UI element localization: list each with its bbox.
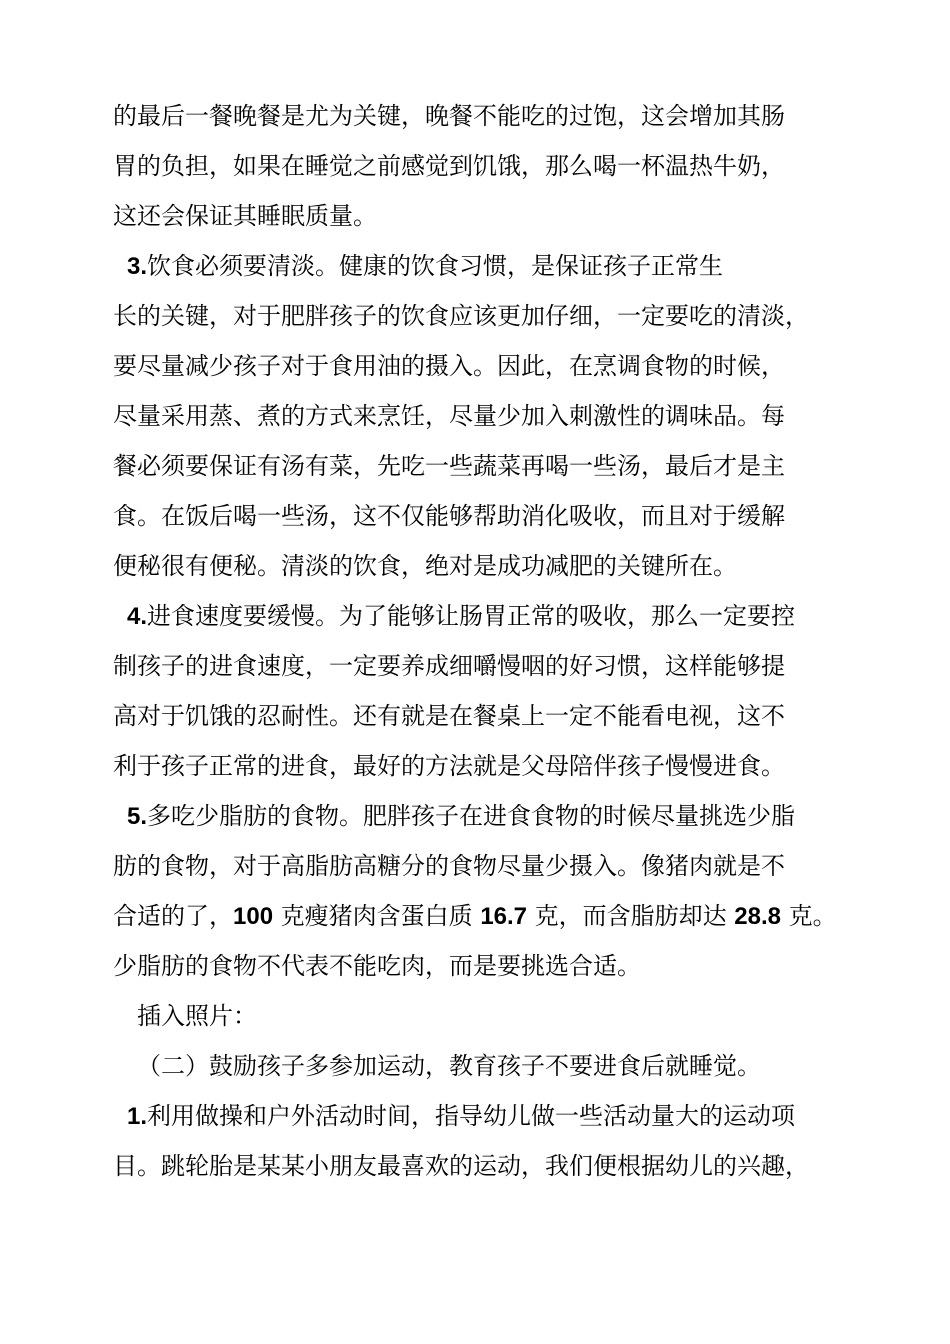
- paragraph-line: 制孩子的进食速度，一定要养成细嚼慢咽的好习惯，这样能够提: [113, 652, 785, 680]
- paragraph-line: 便秘很有便秘。清淡的饮食，绝对是成功减肥的关键所在。: [113, 552, 737, 580]
- paragraph-line: 这还会保证其睡眠质量。: [113, 202, 377, 230]
- text-segment: 克，而含脂肪却达: [527, 902, 735, 930]
- paragraph-text: 进食速度要缓慢。为了能够让肠胃正常的吸收，那么一定要控: [147, 602, 796, 630]
- insert-photo-label: 插入照片：: [137, 1002, 257, 1030]
- paragraph-line: 肪的食物，对于高脂肪高糖分的食物尽量少摄入。像猪肉就是不: [113, 852, 785, 880]
- list-item-4: [127, 600, 795, 632]
- text-segment: 克。: [781, 902, 837, 930]
- paragraph-text: 利用做操和户外活动时间，指导幼儿做一些活动量大的运动项: [147, 1102, 796, 1130]
- section-heading: （二）鼓励孩子多参加运动，教育孩子不要进食后就睡觉。: [137, 1052, 761, 1080]
- paragraph-line: 胃的负担，如果在睡觉之前感觉到饥饿，那么喝一杯温热牛奶，: [113, 152, 785, 180]
- paragraph-line-with-numbers: [113, 900, 837, 932]
- text-segment: 克瘦猪肉含蛋白质: [273, 902, 481, 930]
- number-value: 100: [233, 903, 274, 930]
- text-segment: 合适的了，: [113, 902, 233, 930]
- paragraph-line: 尽量采用蒸、煮的方式来烹饪，尽量少加入刺激性的调味品。每: [113, 402, 785, 430]
- paragraph-line: 目。跳轮胎是某某小朋友最喜欢的运动，我们便根据幼儿的兴趣，: [113, 1152, 809, 1180]
- item-number: 4.: [127, 603, 148, 630]
- list-item-3: [127, 250, 723, 282]
- paragraph-line: 少脂肪的食物不代表不能吃肉，而是要挑选合适。: [113, 952, 641, 980]
- paragraph-text: 饮食必须要清淡。健康的饮食习惯，是保证孩子正常生: [147, 252, 724, 280]
- paragraph-line: 餐必须要保证有汤有菜，先吃一些蔬菜再喝一些汤，最后才是主: [113, 452, 785, 480]
- list-item-1: [127, 1100, 795, 1132]
- item-number: 3.: [127, 253, 148, 280]
- paragraph-line: 利于孩子正常的进食，最好的方法就是父母陪伴孩子慢慢进食。: [113, 752, 785, 780]
- paragraph-line: 要尽量减少孩子对于食用油的摄入。因此，在烹调食物的时候，: [113, 352, 785, 380]
- number-value: 16.7: [480, 903, 528, 930]
- item-number: 5.: [127, 803, 148, 830]
- paragraph-line: 食。在饭后喝一些汤，这不仅能够帮助消化吸收，而且对于缓解: [113, 502, 785, 530]
- paragraph-line: 高对于饥饿的忍耐性。还有就是在餐桌上一定不能看电视，这不: [113, 702, 785, 730]
- paragraph-line: 的最后一餐晚餐是尤为关键，晚餐不能吃的过饱，这会增加其肠: [113, 102, 785, 130]
- paragraph-text: 多吃少脂肪的食物。肥胖孩子在进食食物的时候尽量挑选少脂: [147, 802, 796, 830]
- paragraph-line: 长的关键，对于肥胖孩子的饮食应该更加仔细，一定要吃的清淡，: [113, 302, 809, 330]
- item-number: 1.: [127, 1103, 148, 1130]
- list-item-5: [127, 800, 795, 832]
- number-value: 28.8: [734, 903, 782, 930]
